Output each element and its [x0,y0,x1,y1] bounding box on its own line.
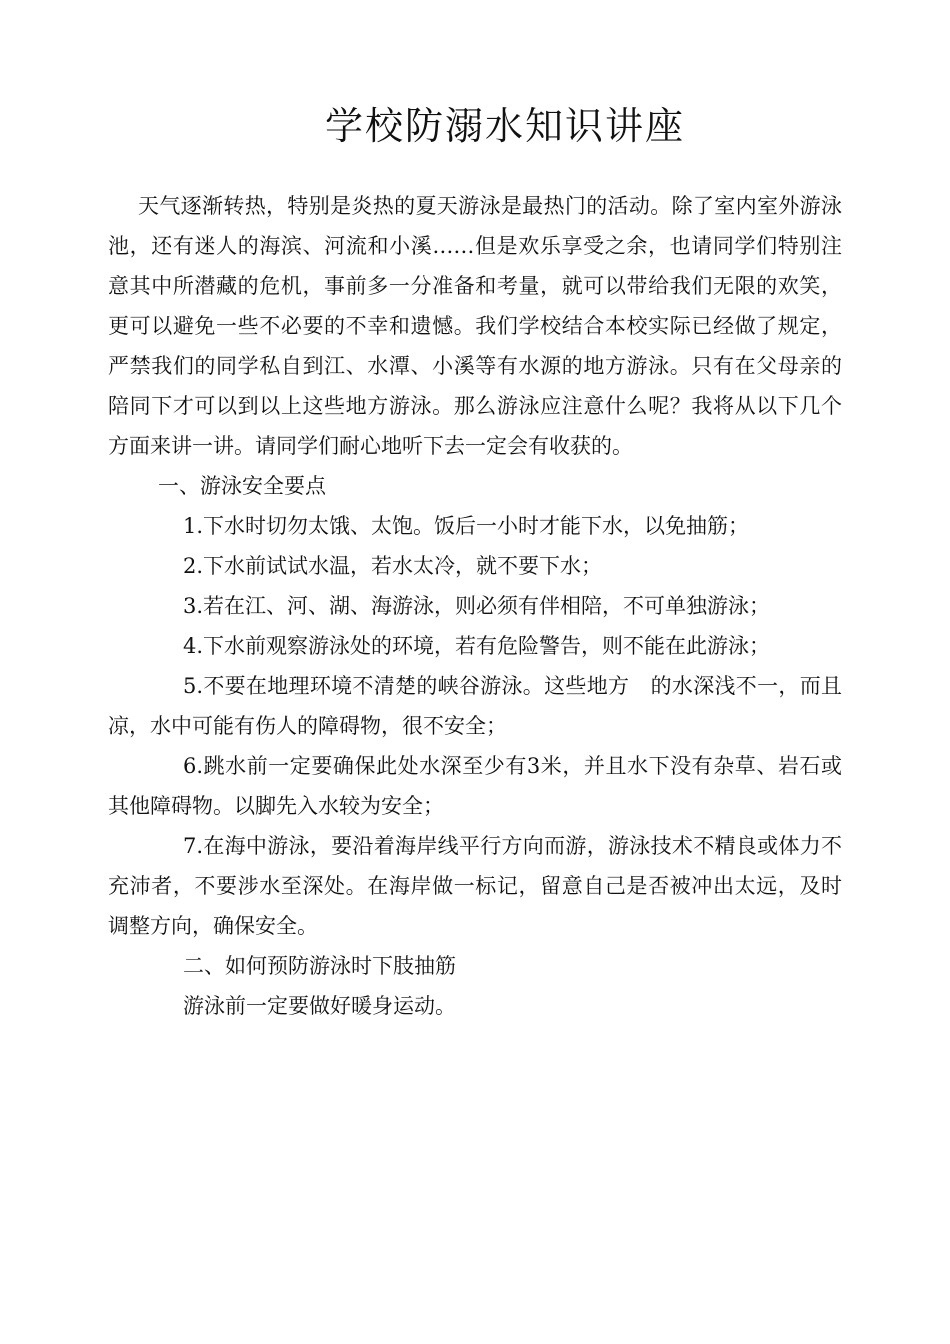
section2-paragraph: 游泳前一定要做好暖身运动。 [183,994,456,1018]
safety-item-2: 2.下水前试试水温，若水太冷，就不要下水； [183,554,603,578]
safety-item-1: 1.下水时切勿太饿、太饱。饭后一小时才能下水，以免抽筋； [183,514,750,538]
safety-item-4: 4.下水前观察游泳处的环境，若有危险警告，则不能在此游泳； [183,634,771,658]
safety-item-6: 6.跳水前一定要确保此处水深至少有3米，并且水下没有杂草、岩石或其他障碍物。以脚先入水较为安全； [108,754,842,818]
section-heading-swimming-safety: 一、游泳安全要点 [158,474,326,498]
section-heading-cramp-prevention: 二、如何预防游泳时下肢抽筋 [183,954,456,978]
safety-item-7: 7.在海中游泳，要沿着海岸线平行方向而游，游泳技术不精良或体力不充沛者，不要涉水至深处。在海岸做一标记，留意自己是否被冲出太远，及时调整方向，确保安全。 [108,834,842,938]
safety-item-5: 5.不要在地理环境不清楚的峡谷游泳。这些地方 的水深浅不一，而且凉，水中可能有伤人的障碍物，很不安全； [108,674,842,738]
intro-paragraph: 天气逐渐转热，特别是炎热的夏天游泳是最热门的活动。除了室内室外游泳池，还有迷人的海滨、河流和小溪……但是欢乐享受之余，也请同学们特别注意其中所潜藏的危机，事前多一分准备和考量，就可以带给我们无限的欢笑，更可以避免一些不必要的不幸和遗憾。我们学校结合本校实际已经做了规定，严禁我们的同学私自到江、水潭、小溪等有水源的地方游泳。只有在父母亲的陪同下才可以到以上这些地方游泳。那么游泳应注意什么呢？我将从以下几个方面来讲一讲。请同学们耐心地听下去一定会有收获的。 [108,194,842,458]
safety-item-3: 3.若在江、河、湖、海游泳，则必须有伴相陪，不可单独游泳； [183,594,771,618]
document-body [108,186,842,1026]
document-title: 学校防溺水知识讲座 [324,104,685,148]
